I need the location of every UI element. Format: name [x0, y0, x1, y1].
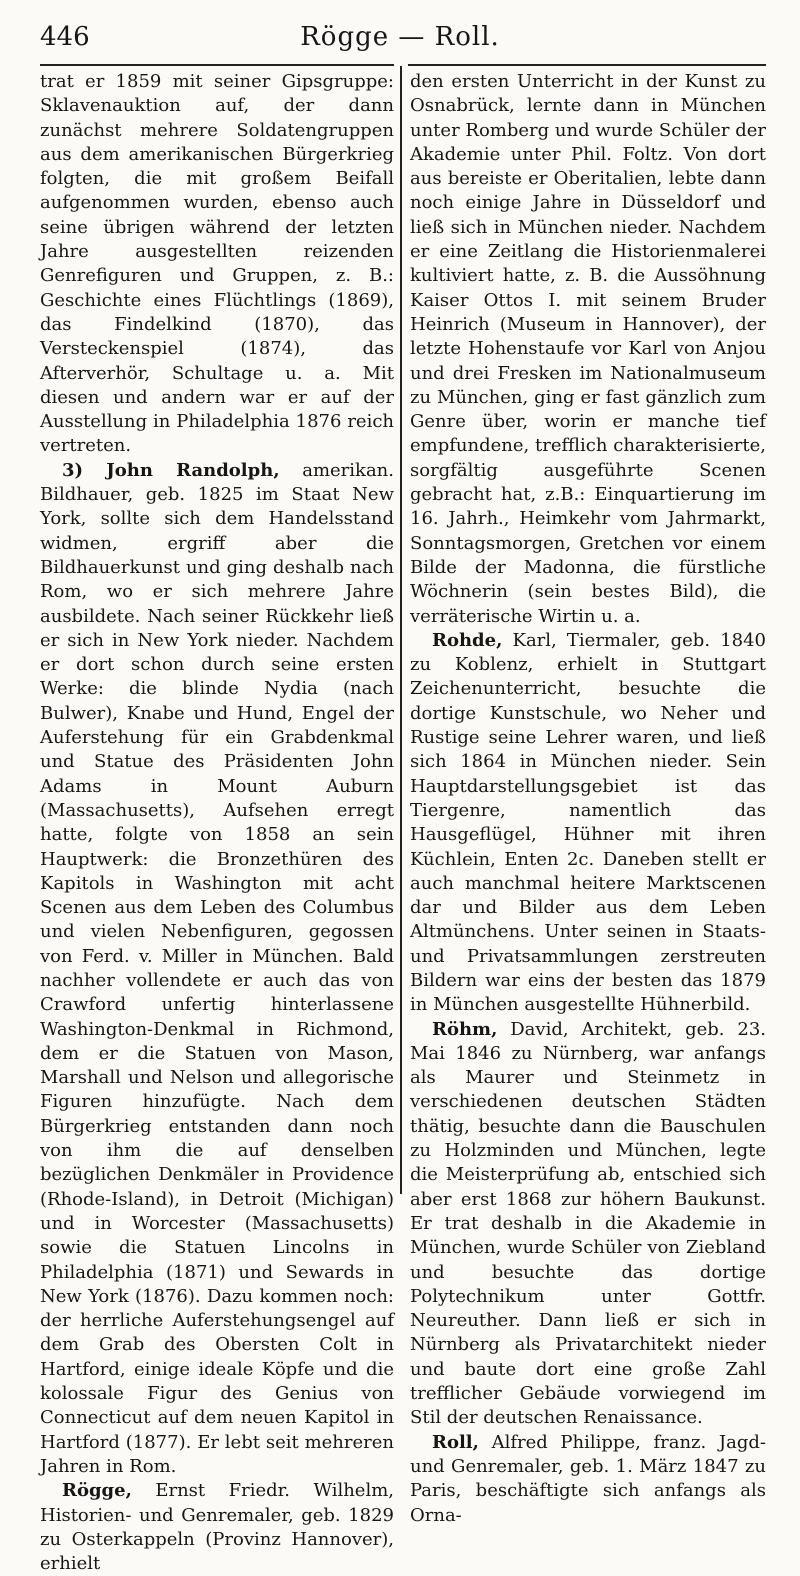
entry-headword: Rögge, — [62, 1480, 132, 1502]
entry-text: Ernst Friedr. Wilhelm, Historien- und Genremaler, geb. 1829 zu Osterkappeln (Provinz Hannover), erhielt — [40, 1480, 394, 1575]
entry-rogers-john-randolph — [40, 459, 394, 1479]
page-number: 446 — [40, 22, 90, 52]
entry-text: Alfred Philippe, franz. Jagd- und Genremaler, geb. 1. März 1847 zu Paris, beschäftigte sich anfangs als Orna- — [410, 1431, 766, 1526]
header-rule-right — [408, 64, 766, 66]
entry-headword: Röhm, — [432, 1018, 498, 1040]
left-column — [40, 70, 394, 1576]
entry-continuation-rogers-1: trat er 1859 mit seiner Gipsgruppe: Sklavenauktion auf, der dann zunächst mehrere Soldatengruppen aus dem amerikanischen Bürgerkrieg folgten, die mit großem Beifall aufgenommen wurden, ebenso auch seine übrigen während der letzten Jahre ausgestellten reizenden Genrefiguren und Gruppen, z. B.: Geschichte eines Flüchtlings (1869), das Findelkind (1870), das Versteckenspiel (1874), das Afterverhör, Schultage u. a. Mit diesen und andern war er auf der Ausstellung in Philadelphia 1876 reich vertreten. — [40, 71, 394, 457]
running-head: Rögge — Roll. — [300, 22, 500, 52]
entry-rohde — [410, 629, 766, 1018]
entry-text: David, Architekt, geb. 23. Mai 1846 zu Nürnberg, war anfangs als Maurer und Steinmetz in verschiedenen deutschen Städten thätig, besuchte dann die Bauschulen zu Holzminden und München, legte die Meisterprüfung ab, entschied sich aber erst 1868 zur höhern Baukunst. Er trat deshalb in die Akademie in München, wurde Schüler von Ziebland und besuchte das dortige Polytechnikum unter Gottfr. Neureuther. Dann ließ er sich in Nürnberg als Privatarchitekt nieder und baute dort eine große Zahl trefflicher Gebäude vorwiegend im Stil der deutschen Renaissance. — [410, 1018, 766, 1429]
entry-headword: Rohde, — [432, 629, 503, 651]
column-divider — [400, 66, 402, 1194]
entry-text: amerikan. Bildhauer, geb. 1825 im Staat New York, sollte sich dem Handelsstand widmen, ergriff aber die Bildhauerkunst und ging deshalb nach Rom, wo er sich mehrere Jahre ausbildete. Nach seiner Rückkehr ließ er sich in New York nieder. Nachdem er dort schon durch seine ersten Werke: die blinde Nydia (nach Bulwer), Knabe und Hund, Engel der Auferstehung für ein Grabdenkmal und Statue des Präsidenten John Adams in Mount Auburn (Massachusetts), Aufsehen erregt hatte, folgte von 1858 an sein Hauptwerk: die Bronzethüren des Kapitols in Washington mit acht Scenen aus dem Leben des Columbus und vielen Nebenfiguren, gegossen von Ferd. v. Miller in München. Bald nachher vollendete er auch das von Crawford unfertig hinterlassene Washington-Denkmal in Richmond, dem er die Statuen von Mason, Marshall und Nelson und allegorische Figuren hinzufügte. Nach dem Bürgerkrieg entstanden dann noch von ihm die auf denselben bezüglichen Denkmäler in Providence (Rhode-Island), in Detroit (Michigan) und in Worcester (Massachusetts) sowie die Statuen Lincolns in Philadelphia (1871) und Sewards in New York (1876). Dazu kommen noch: der herrliche Auferstehungsengel auf dem Grab des Obersten Colt in Hartford, einige ideale Köpfe und die kolossale Figur des Genius von Connecticut auf dem neuen Kapitol in Hartford (1877). Er lebt seit mehreren Jahren in Rom. — [40, 459, 394, 1477]
header-rule-left — [40, 64, 394, 66]
entry-headword: Roll, — [432, 1431, 479, 1453]
right-column — [410, 70, 766, 1528]
entry-roll — [410, 1431, 766, 1528]
entry-roehm — [410, 1018, 766, 1431]
entry-headword: 3) John Randolph, — [62, 459, 280, 481]
entry-roegge — [40, 1479, 394, 1576]
entry-text: Karl, Tiermaler, geb. 1840 zu Koblenz, erhielt in Stuttgart Zeichenunterricht, besuchte die dortige Kunstschule, wo Neher und Rustige seine Lehrer waren, und ließ sich 1864 in München nieder. Sein Hauptdarstellungsgebiet ist das Tiergenre, namentlich das Hausgeflügel, Hühner mit ihren Küchlein, Enten 2c. Daneben stellt er auch manchmal heitere Marktscenen dar und Bilder aus dem Leben Altmünchens. Unter seinen in Staats- und Privatsammlungen zerstreuten Bildern war eins der besten das 1879 in München ausgestellte Hühnerbild. — [410, 629, 766, 1016]
entry-continuation-roegge: den ersten Unterricht in der Kunst zu Osnabrück, lernte dann in München unter Romberg und wurde Schüler der Akademie unter Phil. Foltz. Von dort aus bereiste er Oberitalien, lebte dann noch einige Jahre in Düsseldorf und ließ sich in München nieder. Nachdem er eine Zeitlang die Historienmalerei kultiviert hatte, z. B. die Aussöhnung Kaiser Ottos I. mit seinem Bruder Heinrich (Museum in Hannover), der letzte Hohenstaufe vor Karl von Anjou und drei Fresken im Nationalmuseum zu München, ging er fast gänzlich zum Genre über, worin er manche tief empfundene, trefflich charakterisierte, sorgfältig ausgeführte Scenen gebracht hat, z.B.: Einquartierung im 16. Jahrh., Heimkehr vom Jahrmarkt, Sonntagsmorgen, Gretchen vor einem Bilde der Madonna, die fürstliche Wöchnerin (sein bestes Bild), die verräterische Wirtin u. a. — [410, 71, 766, 627]
